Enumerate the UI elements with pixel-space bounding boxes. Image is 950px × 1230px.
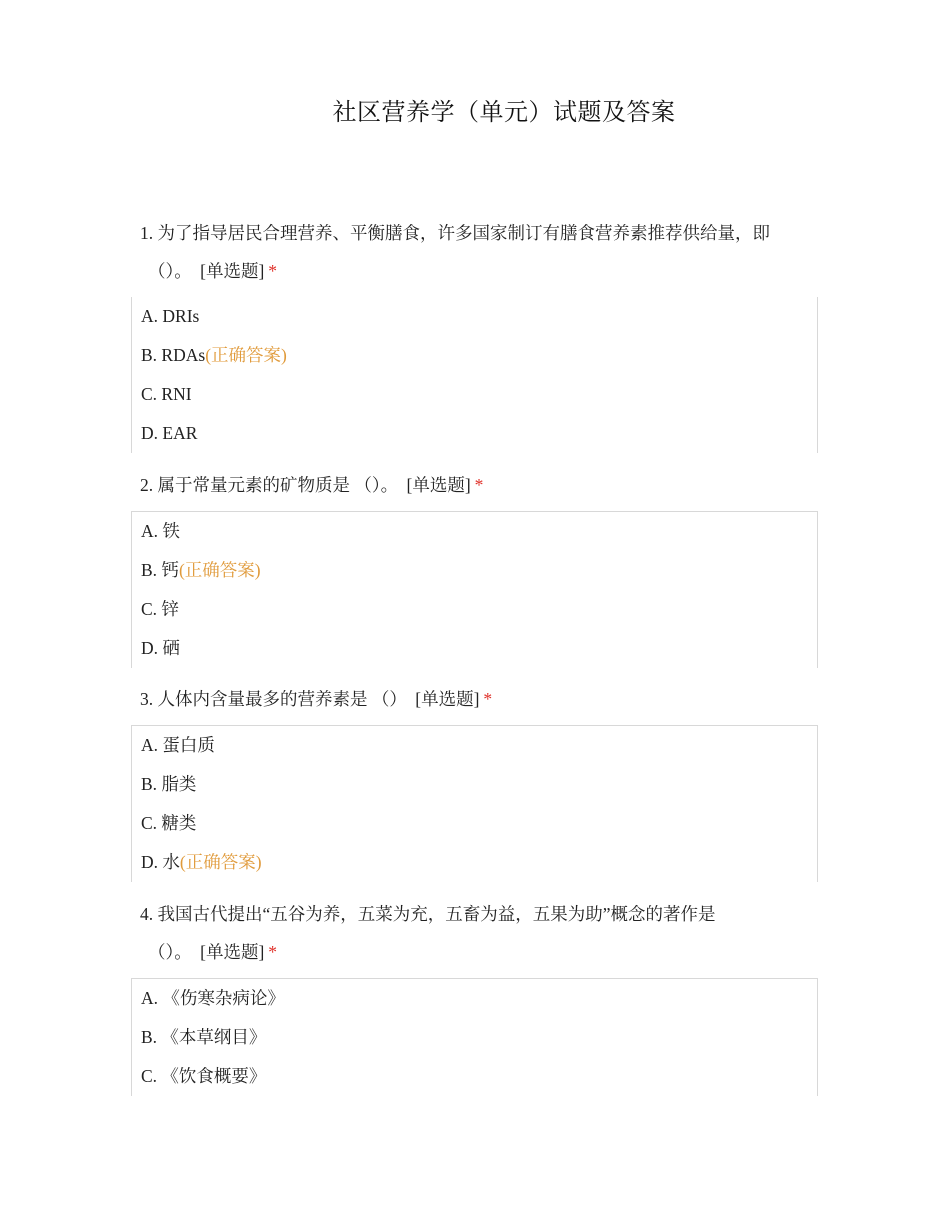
option-b[interactable] <box>132 1018 817 1057</box>
correct-answer-note: (正确答案) <box>179 852 262 872</box>
question-type: [单选题] <box>415 689 480 709</box>
option-label: A. DRIs <box>141 306 200 326</box>
option-label: B. 《本草纲目》 <box>141 1027 267 1047</box>
option-label: B. RDAs <box>141 345 206 365</box>
correct-answer-note: (正确答案) <box>178 560 261 580</box>
option-a[interactable] <box>132 512 817 551</box>
option-label: B. 脂类 <box>141 774 197 794</box>
option-label: A. 铁 <box>141 521 180 541</box>
question-number: 2. <box>140 475 154 495</box>
option-b[interactable] <box>132 551 817 590</box>
question-type: [单选题] <box>200 261 265 281</box>
option-label: C. 糖类 <box>141 813 197 833</box>
option-label: D. 水 <box>141 852 180 872</box>
question-number: 3. <box>140 689 154 709</box>
option-b[interactable] <box>132 765 817 804</box>
question-text: 为了指导居民合理营养、平衡膳食，许多国家制订有膳食营养素推荐供给量，即 <box>157 223 770 243</box>
question-1 <box>140 214 770 290</box>
question-number: 4. <box>140 904 154 924</box>
page-title: 社区营养学（单元）试题及答案 <box>332 98 676 126</box>
option-label: C. 锌 <box>141 599 179 619</box>
option-label: D. 硒 <box>141 638 180 658</box>
question-text: 属于常量元素的矿物质是 （）。 <box>157 475 399 495</box>
option-label: A. 《伤寒杂病论》 <box>141 988 285 1008</box>
options-group-1 <box>131 297 818 453</box>
option-a[interactable] <box>132 979 817 1018</box>
question-type: [单选题] <box>406 475 471 495</box>
option-c[interactable] <box>132 804 817 843</box>
option-label: B. 钙 <box>141 560 179 580</box>
options-group-4 <box>131 978 818 1096</box>
question-4 <box>140 895 716 971</box>
question-2 <box>140 466 483 504</box>
option-label: C. 《饮食概要》 <box>141 1066 267 1086</box>
option-d[interactable] <box>132 629 817 668</box>
question-text: 我国古代提出“五谷为养，五菜为充，五畜为益，五果为助”概念的著作是 <box>157 904 716 924</box>
question-type: [单选题] <box>200 942 265 962</box>
option-label: D. EAR <box>141 423 198 443</box>
correct-answer-note: (正确答案) <box>205 345 287 365</box>
option-label: A. 蛋白质 <box>141 735 215 755</box>
option-label: C. RNI <box>141 384 192 404</box>
required-mark: * <box>474 475 484 495</box>
required-mark: * <box>268 261 278 281</box>
required-mark: * <box>268 942 278 962</box>
option-c[interactable] <box>132 590 817 629</box>
option-a[interactable] <box>132 297 817 336</box>
required-mark: * <box>483 689 493 709</box>
option-d[interactable] <box>132 843 817 882</box>
question-text-continued: （）。 <box>148 261 192 281</box>
option-d[interactable] <box>132 414 817 453</box>
question-text-continued: （）。 <box>148 942 192 962</box>
question-3 <box>140 680 492 718</box>
option-c[interactable] <box>132 375 817 414</box>
question-number: 1. <box>140 223 154 243</box>
question-text: 人体内含量最多的营养素是 （） <box>157 689 407 709</box>
option-b[interactable] <box>132 336 817 375</box>
option-a[interactable] <box>132 726 817 765</box>
options-group-2 <box>131 511 818 668</box>
option-c[interactable] <box>132 1057 817 1096</box>
options-group-3 <box>131 725 818 882</box>
